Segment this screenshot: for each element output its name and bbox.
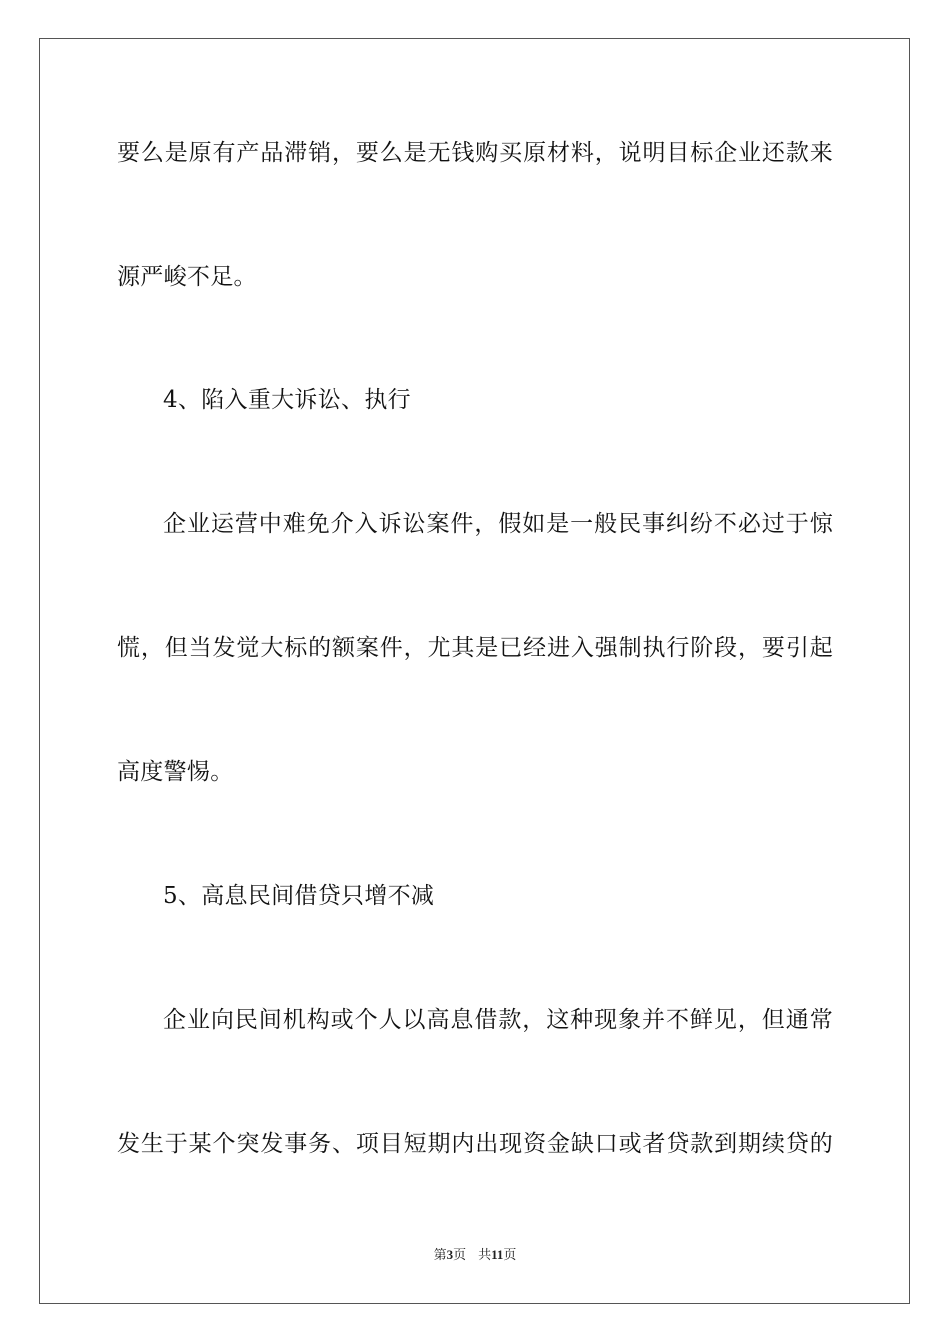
body-line-4: 慌，但当发觉大标的额案件，尤其是已经进入强制执行阶段，要引起	[117, 635, 833, 661]
section-heading-4: 4、陷入重大诉讼、执行	[163, 387, 411, 413]
footer-page-prefix: 第	[433, 1247, 447, 1262]
body-line-2: 源严峻不足。	[117, 264, 257, 290]
footer-page-suffix: 页	[453, 1247, 467, 1262]
footer-total-prefix: 共	[478, 1247, 492, 1262]
section-heading-5: 5、高息民间借贷只增不减	[163, 883, 435, 909]
body-line-1: 要么是原有产品滞销，要么是无钱购买原材料，说明目标企业还款来	[117, 140, 833, 166]
footer-total-pages: 11	[491, 1247, 504, 1262]
footer-page-number: 3	[446, 1247, 454, 1262]
footer-total-suffix: 页	[503, 1247, 517, 1262]
body-line-5: 高度警惕。	[117, 759, 234, 785]
body-line-6: 企业向民间机构或个人以高息借款，这种现象并不鲜见，但通常	[163, 1007, 833, 1033]
body-line-7: 发生于某个突发事务、项目短期内出现资金缺口或者贷款到期续贷的	[117, 1131, 833, 1157]
page-footer	[0, 1246, 950, 1264]
body-line-3: 企业运营中难免介入诉讼案件，假如是一般民事纠纷不必过于惊	[163, 511, 833, 537]
page-frame	[39, 38, 910, 1304]
